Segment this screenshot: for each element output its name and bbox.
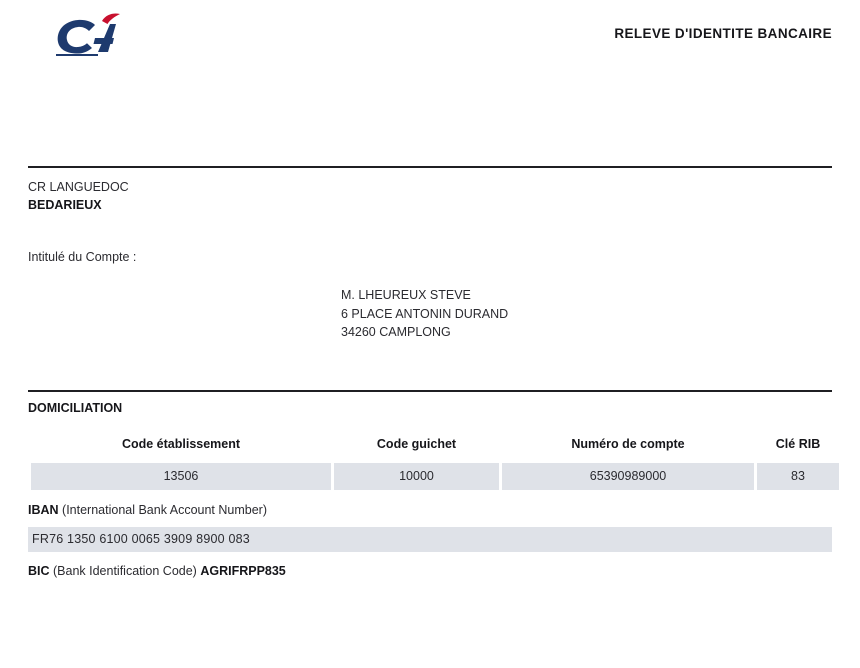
table-header-row	[31, 437, 839, 463]
document-header	[28, 0, 832, 74]
account-holder-address	[341, 286, 832, 342]
holder-name: M. LHEUREUX STEVE	[341, 288, 471, 302]
iban-label-bold: IBAN	[28, 502, 59, 517]
iban-value: FR76 1350 6100 0065 3909 8900 083	[28, 527, 832, 552]
bic-label-rest: (Bank Identification Code)	[49, 563, 201, 578]
header-code-guichet: Code guichet	[376, 436, 457, 451]
table-row	[31, 463, 839, 490]
iban-label-rest: (International Bank Account Number)	[58, 502, 268, 517]
rib-table	[28, 437, 842, 490]
header-numero-de-compte: Numéro de compte	[571, 436, 685, 451]
account-title-label: Intitulé du Compte :	[28, 250, 137, 264]
value-code-etablissement: 13506	[31, 463, 331, 490]
holder-city: 34260 CAMPLONG	[341, 325, 451, 339]
bank-region: CR LANGUEDOC	[28, 180, 129, 194]
value-cle-rib: 83	[757, 463, 839, 490]
value-code-guichet: 10000	[334, 463, 499, 490]
header-code-etablissement: Code établissement	[121, 436, 241, 451]
bank-block	[28, 168, 832, 214]
holder-street: 6 PLACE ANTONIN DURAND	[341, 306, 509, 321]
header-cle-rib: Clé RIB	[775, 436, 821, 451]
document-title: RELEVE D'IDENTITE BANCAIRE	[614, 26, 832, 41]
bank-branch: BEDARIEUX	[28, 198, 102, 212]
bic-line	[28, 564, 832, 578]
bic-code: AGRIFRPP835	[200, 563, 286, 578]
bic-label-bold: BIC	[28, 563, 50, 578]
domiciliation-title: DOMICILIATION	[28, 400, 123, 415]
iban-label	[28, 503, 832, 517]
value-numero-de-compte: 65390989000	[502, 463, 754, 490]
credit-agricole-logo	[52, 12, 122, 56]
divider-middle	[28, 390, 832, 392]
spacer	[28, 342, 832, 364]
